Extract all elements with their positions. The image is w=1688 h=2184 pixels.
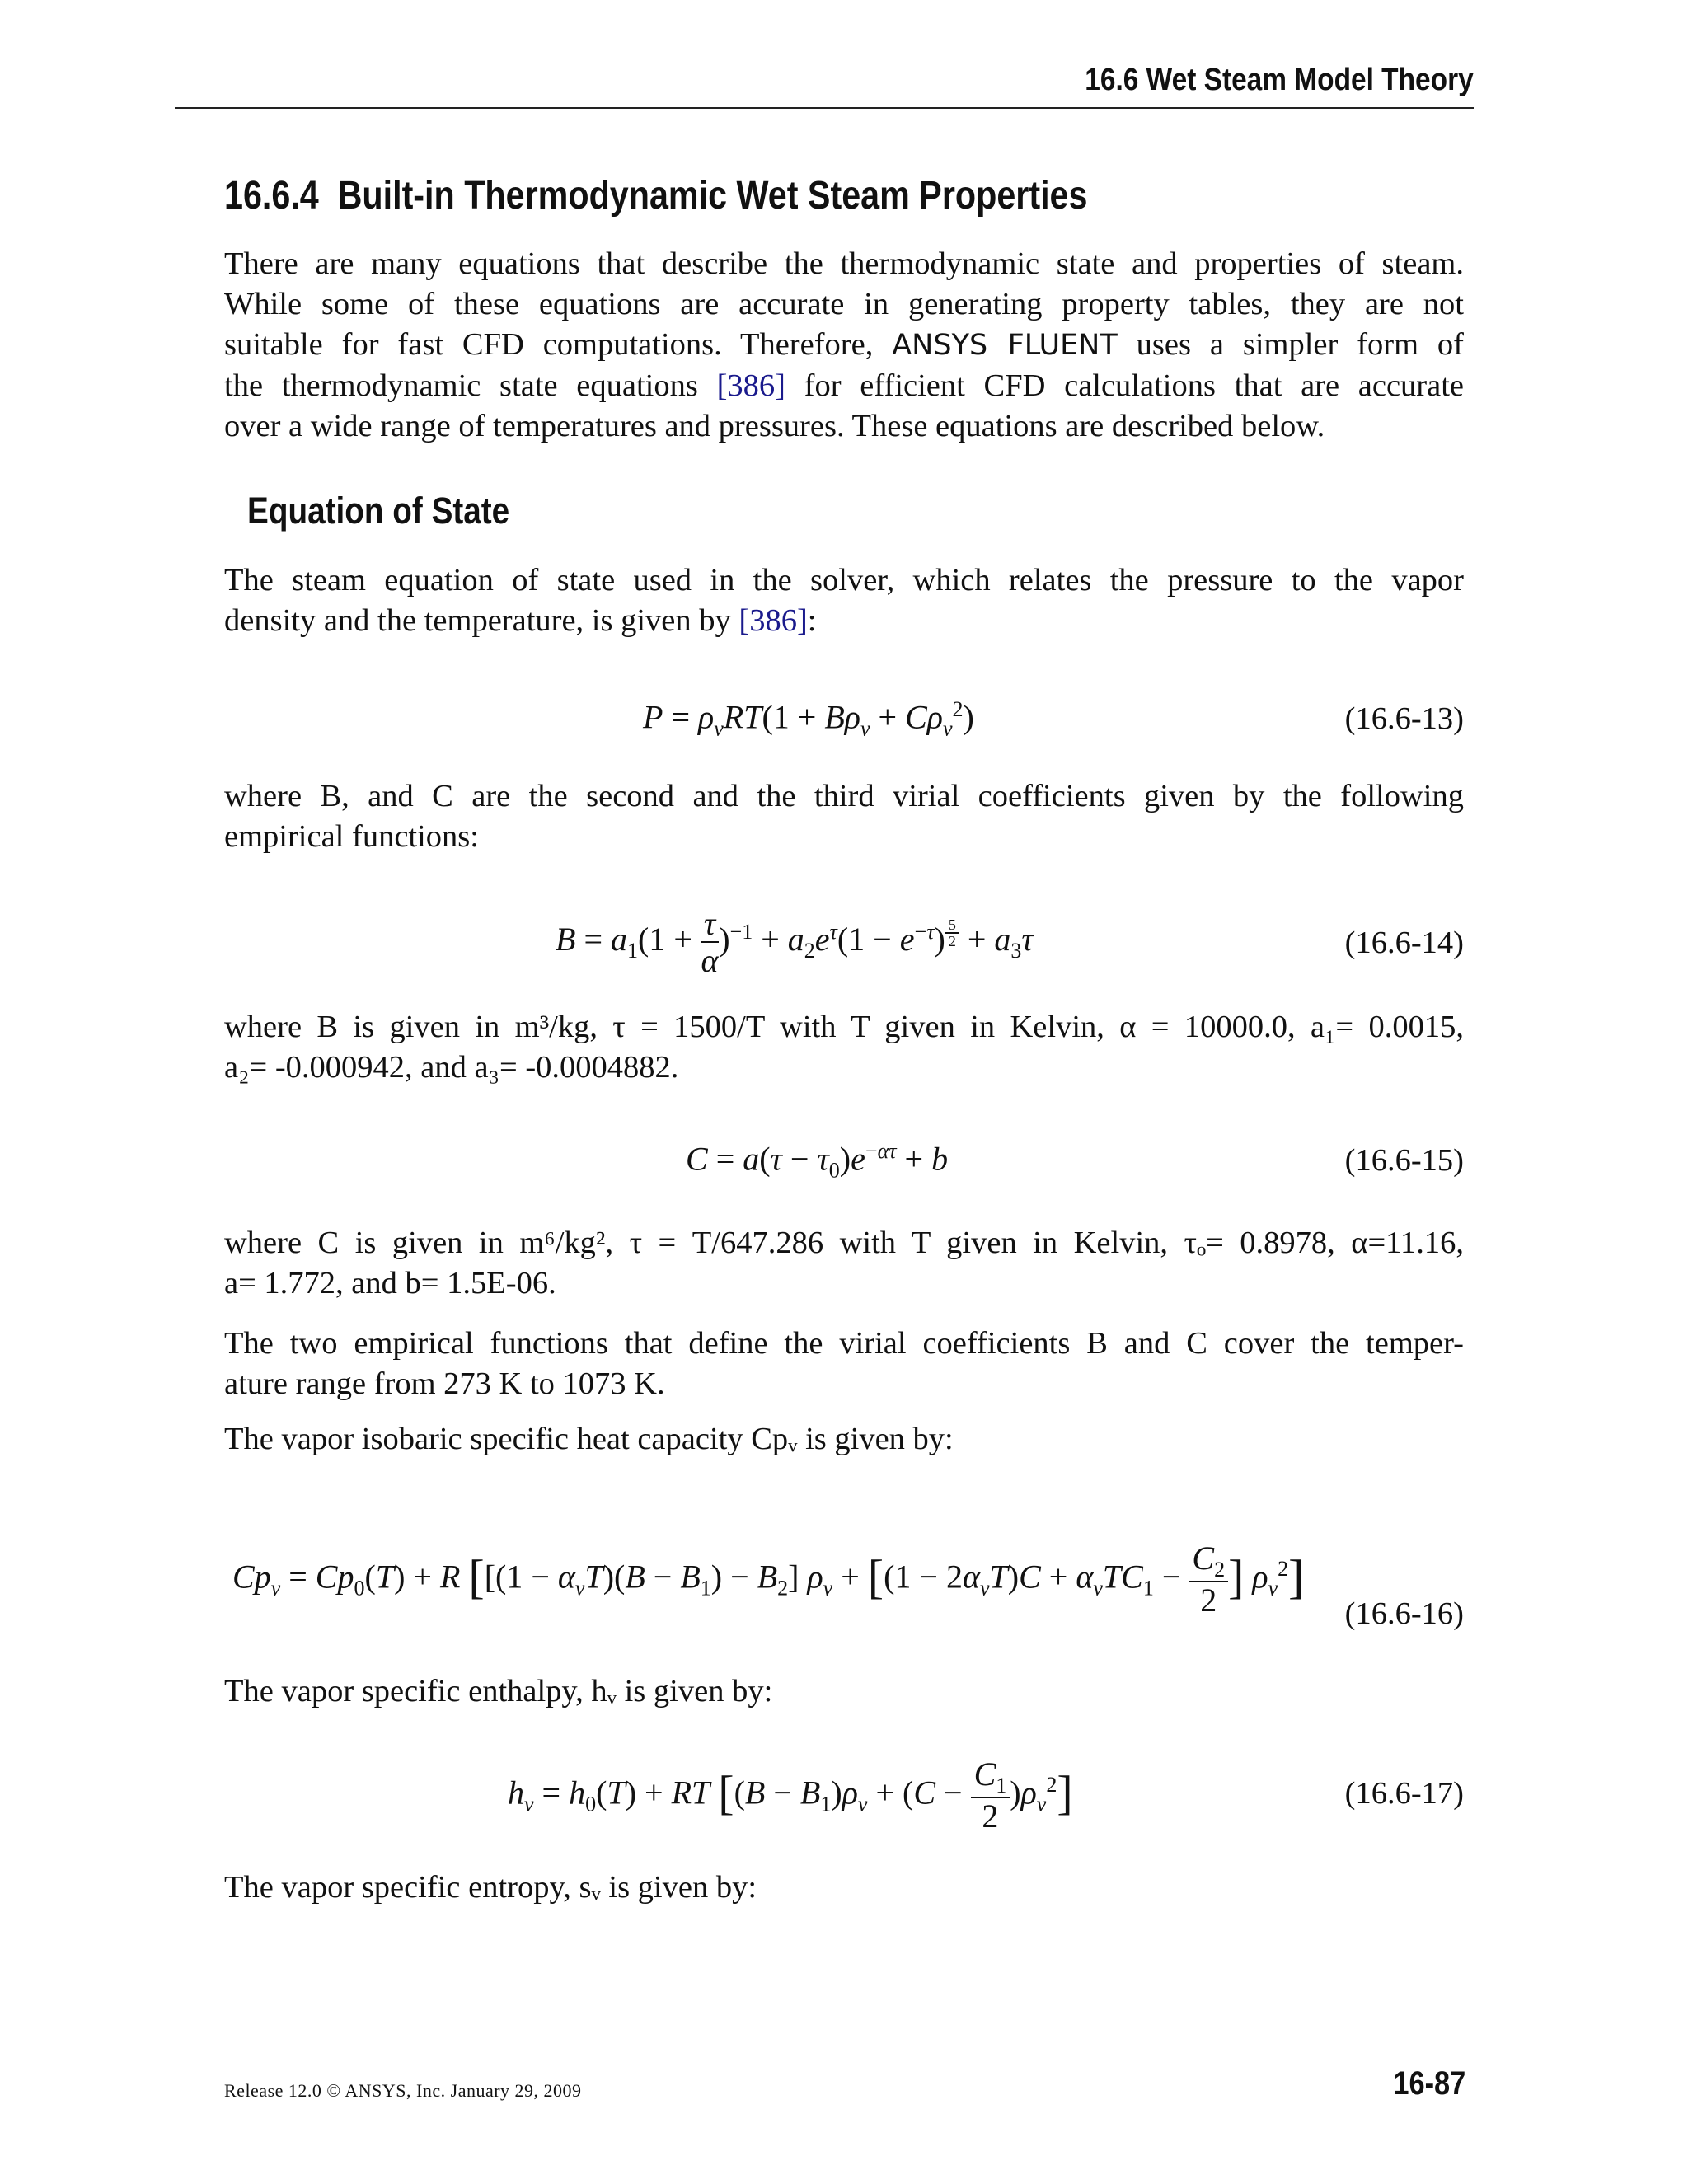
cp-line: The vapor isobaric specific heat capacity Cpᵥ is given by: <box>224 1422 954 1456</box>
section-title: Built-in Thermodynamic Wet Steam Properties <box>337 174 1088 218</box>
eos-line-1: The steam equation of state used in the solver, which relates the pressure to the vapor <box>224 563 1464 598</box>
b-desc-line-1: where B is given in m³/kg, τ = 1500/T with T given in Kelvin, α = 10000.0, a₁= 0.0015, <box>224 1010 1464 1044</box>
equation-number: (16.6-16) <box>1344 1596 1464 1631</box>
eos-line-2: density and the temperature, is given by [386]: <box>224 603 817 638</box>
equation-16-6-14 <box>224 898 1464 989</box>
virial-line-1: where B, and C are the second and the third virial coefficients given by the following <box>224 779 1464 813</box>
range-paragraph <box>224 1324 1464 1404</box>
product-name: ANSYS FLUENT <box>892 329 1118 362</box>
c-desc-line-2: a= 1.772, and b= 1.5E-06. <box>224 1266 556 1301</box>
s-paragraph <box>224 1868 1464 1908</box>
eos-paragraph <box>224 560 1464 641</box>
page-number: 16-87 <box>1393 2065 1465 2102</box>
equation-body: $C = a(\tau - \tau_0)e^{-\alpha\tau} + b$ <box>686 1139 949 1183</box>
cp-paragraph <box>224 1419 1464 1460</box>
intro-paragraph <box>224 244 1464 447</box>
equation-body: $Cp_v = Cp_0(T) + R$ [$[(1 - \alpha_vT)(B - B_1) - B_2]$ $\rho_v + [(1 - 2\alpha_vT)C + \alpha_vTC_1$ − $\frac{C_2}{2}$ ] $\rho_v^2$] <box>232 1540 1305 1619</box>
equation-16-6-17 <box>224 1747 1464 1838</box>
equation-body: $P = \rho_vRT(1 + B\rho_v + C\rho_v^2)$ <box>643 697 974 741</box>
footer-release: Release 12.0 © ANSYS, Inc. January 29, 2009 <box>224 2080 582 2101</box>
intro-line-3: suitable for fast CFD computations. Therefore, ANSYS FLUENT uses a simpler form of <box>224 327 1465 362</box>
c-desc-line-1: where C is given in m⁶/kg², τ = T/647.286 with T given in Kelvin, τₒ= 0.8978, α=11.16, <box>224 1226 1464 1260</box>
b-desc-line-2: a₂= -0.000942, and a₃= -0.0004882. <box>224 1050 679 1085</box>
equation-16-6-13 <box>224 697 1464 747</box>
c-description <box>224 1223 1464 1304</box>
virial-line-2: empirical functions: <box>224 819 479 854</box>
range-line-2: ature range from 273 K to 1073 K. <box>224 1366 665 1401</box>
intro-line-5: over a wide range of temperatures and pressures. These equations are described below. <box>224 409 1325 443</box>
equation-body: $h_v = h_0(T)$ + RT [$(B - B_1)\rho_v + (C$ − $\frac{C_1}{2}$ )$\rho_v^2$] <box>508 1755 1073 1835</box>
intro-line-2: While some of these equations are accurate in generating property tables, they are not <box>224 287 1464 321</box>
equation-number: (16.6-13) <box>1344 701 1464 736</box>
intro-line-1: There are many equations that describe the thermodynamic state and properties of steam. <box>224 246 1464 281</box>
equation-body: $B = a_1(1$ + $\frac{\tau}{\alpha}$ )$^{-1} + a_2e^\tau(1 - e^{-\tau})$ $^{\frac{5}{2}}$ + $a_3\tau$ <box>556 905 1034 979</box>
range-line-1: The two empirical functions that define the virial coefficients B and C cover the temper- <box>224 1326 1464 1361</box>
citation-link[interactable]: [386] <box>738 603 808 638</box>
virial-paragraph <box>224 776 1464 857</box>
equation-number: (16.6-17) <box>1344 1776 1464 1811</box>
h-line: The vapor specific enthalpy, hᵥ is given by: <box>224 1674 773 1708</box>
subsection-heading: Equation of State <box>247 490 510 532</box>
b-description <box>224 1007 1464 1088</box>
h-paragraph <box>224 1671 1464 1712</box>
equation-16-6-15 <box>224 1139 1464 1188</box>
section-number: 16.6.4 <box>224 174 319 218</box>
s-line: The vapor specific entropy, sᵥ is given by: <box>224 1870 757 1905</box>
citation-link[interactable]: [386] <box>716 368 785 403</box>
intro-line-4: the thermodynamic state equations [386] for efficient CFD calculations that are accurate <box>224 368 1465 403</box>
section-heading <box>224 173 1087 218</box>
equation-number: (16.6-15) <box>1344 1143 1464 1178</box>
equation-number: (16.6-14) <box>1344 926 1464 960</box>
running-header <box>175 59 1474 109</box>
running-header-title: 16.6 Wet Steam Model Theory <box>1085 63 1474 97</box>
equation-16-6-16 <box>224 1531 1464 1647</box>
